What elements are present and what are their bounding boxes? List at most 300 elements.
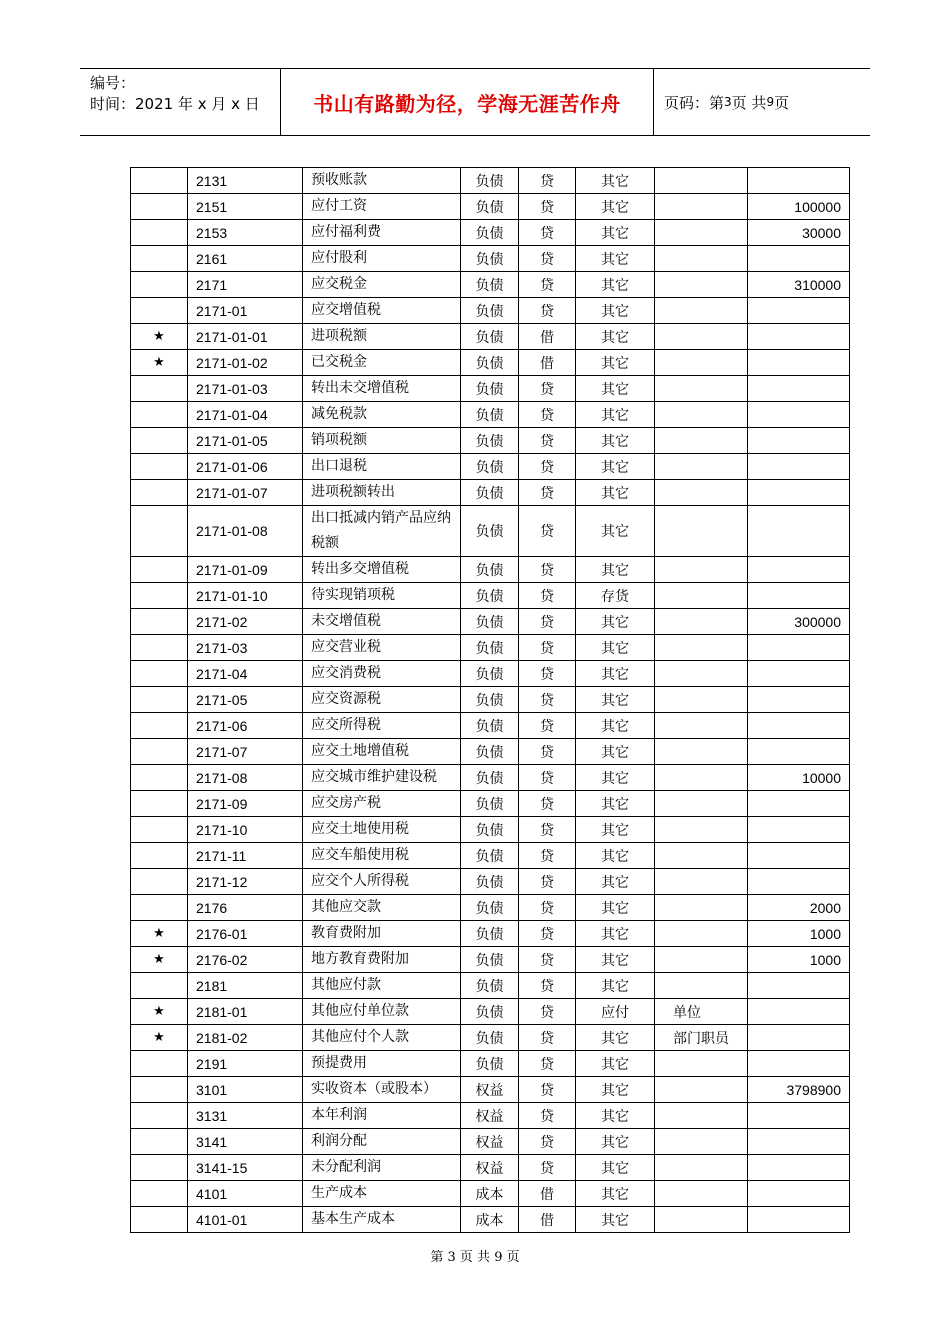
auxiliary-accounting: [655, 506, 748, 557]
balance-direction: 贷: [519, 791, 576, 817]
page-total: 9: [766, 95, 775, 109]
account-type: 其它: [576, 1207, 655, 1233]
account-name: 减免税款: [303, 402, 461, 428]
balance-direction: 贷: [519, 1103, 576, 1129]
star-mark: [131, 1181, 188, 1207]
balance-direction: 贷: [519, 609, 576, 635]
table-row: [131, 765, 850, 791]
account-name: 转出未交增值税: [303, 376, 461, 402]
table-row: [131, 869, 850, 895]
account-code: 2171-01-03: [188, 376, 303, 402]
opening-balance: 3798900: [748, 1077, 850, 1103]
account-category: 成本: [461, 1207, 519, 1233]
account-type: 其它: [576, 1077, 655, 1103]
account-name: 生产成本: [303, 1181, 461, 1207]
account-category: 负债: [461, 480, 519, 506]
account-type: 其它: [576, 1051, 655, 1077]
account-code: 3141: [188, 1129, 303, 1155]
table-row: [131, 350, 850, 376]
auxiliary-accounting: [655, 1051, 748, 1077]
balance-direction: 贷: [519, 687, 576, 713]
auxiliary-accounting: [655, 921, 748, 947]
account-code: 2171-01-09: [188, 557, 303, 583]
star-mark: [131, 506, 188, 557]
auxiliary-accounting: [655, 739, 748, 765]
table-row: [131, 272, 850, 298]
star-mark: [131, 480, 188, 506]
star-mark: [131, 1051, 188, 1077]
balance-direction: 借: [519, 324, 576, 350]
account-code: 3131: [188, 1103, 303, 1129]
account-category: 负债: [461, 350, 519, 376]
account-category: 负债: [461, 817, 519, 843]
star-mark: [131, 635, 188, 661]
account-type: 其它: [576, 609, 655, 635]
auxiliary-accounting: [655, 661, 748, 687]
account-code: 2181-01: [188, 999, 303, 1025]
auxiliary-accounting: 单位: [655, 999, 748, 1025]
balance-direction: 贷: [519, 454, 576, 480]
account-category: 负债: [461, 428, 519, 454]
account-name: 销项税额: [303, 428, 461, 454]
star-mark: ★: [131, 350, 188, 376]
account-name: 应交房产税: [303, 791, 461, 817]
star-mark: [131, 791, 188, 817]
account-code: 2171-10: [188, 817, 303, 843]
table-row: [131, 557, 850, 583]
star-mark: [131, 454, 188, 480]
balance-direction: 贷: [519, 713, 576, 739]
account-code: 2171-11: [188, 843, 303, 869]
account-type: 其它: [576, 428, 655, 454]
account-type: 其它: [576, 1129, 655, 1155]
account-name: 应付工资: [303, 194, 461, 220]
account-name: 其他应付个人款: [303, 1025, 461, 1051]
table-row: [131, 1103, 850, 1129]
account-name: 应交车船使用税: [303, 843, 461, 869]
auxiliary-accounting: [655, 246, 748, 272]
account-category: 权益: [461, 1155, 519, 1181]
table-row: [131, 687, 850, 713]
account-type: 其它: [576, 220, 655, 246]
opening-balance: [748, 869, 850, 895]
account-category: 负债: [461, 194, 519, 220]
account-category: 负债: [461, 557, 519, 583]
page-prefix: 页码：第: [664, 93, 725, 112]
star-mark: [131, 1155, 188, 1181]
balance-direction: 借: [519, 350, 576, 376]
account-type: 其它: [576, 1025, 655, 1051]
account-code: 2171-02: [188, 609, 303, 635]
balance-direction: 贷: [519, 557, 576, 583]
balance-direction: 贷: [519, 661, 576, 687]
star-mark: [131, 298, 188, 324]
account-type: 其它: [576, 1103, 655, 1129]
star-mark: ★: [131, 947, 188, 973]
account-category: 负债: [461, 220, 519, 246]
account-category: 负债: [461, 246, 519, 272]
table-row: [131, 1077, 850, 1103]
opening-balance: 2000: [748, 895, 850, 921]
account-code: 2151: [188, 194, 303, 220]
auxiliary-accounting: [655, 376, 748, 402]
account-category: 负债: [461, 921, 519, 947]
balance-direction: 贷: [519, 298, 576, 324]
star-mark: [131, 557, 188, 583]
account-code: 2171-03: [188, 635, 303, 661]
auxiliary-accounting: [655, 298, 748, 324]
account-category: 权益: [461, 1103, 519, 1129]
auxiliary-accounting: [655, 765, 748, 791]
account-code: 2171-01-06: [188, 454, 303, 480]
auxiliary-accounting: [655, 220, 748, 246]
account-category: 负债: [461, 947, 519, 973]
opening-balance: [748, 1181, 850, 1207]
star-mark: [131, 895, 188, 921]
balance-direction: 贷: [519, 194, 576, 220]
star-mark: [131, 817, 188, 843]
opening-balance: 30000: [748, 220, 850, 246]
balance-direction: 贷: [519, 999, 576, 1025]
table-row: [131, 454, 850, 480]
balance-direction: 贷: [519, 246, 576, 272]
balance-direction: 贷: [519, 765, 576, 791]
star-mark: [131, 194, 188, 220]
table-row: [131, 246, 850, 272]
auxiliary-accounting: [655, 194, 748, 220]
balance-direction: 贷: [519, 1025, 576, 1051]
account-table: [130, 167, 850, 1233]
account-category: 负债: [461, 869, 519, 895]
table-row: [131, 324, 850, 350]
table-row: [131, 713, 850, 739]
table-row: [131, 739, 850, 765]
balance-direction: 贷: [519, 1129, 576, 1155]
account-type: 其它: [576, 973, 655, 999]
star-mark: [131, 687, 188, 713]
footer-suffix: 页: [506, 1250, 520, 1265]
table-row: [131, 921, 850, 947]
opening-balance: 10000: [748, 765, 850, 791]
auxiliary-accounting: [655, 1181, 748, 1207]
table-row: [131, 480, 850, 506]
opening-balance: [748, 739, 850, 765]
header-motto: 书山有路勤为径，学海无涯苦作舟: [281, 69, 654, 135]
account-name: 利润分配: [303, 1129, 461, 1155]
balance-direction: 贷: [519, 428, 576, 454]
account-name: 应交消费税: [303, 661, 461, 687]
balance-direction: 借: [519, 1181, 576, 1207]
auxiliary-accounting: [655, 168, 748, 194]
account-name: 应交土地使用税: [303, 817, 461, 843]
auxiliary-accounting: [655, 1207, 748, 1233]
account-name: 其他应交款: [303, 895, 461, 921]
opening-balance: [748, 350, 850, 376]
account-type: 其它: [576, 402, 655, 428]
account-name: 转出多交增值税: [303, 557, 461, 583]
account-type: 存货: [576, 583, 655, 609]
star-mark: [131, 1129, 188, 1155]
account-type: 其它: [576, 869, 655, 895]
opening-balance: [748, 480, 850, 506]
table-row: [131, 1051, 850, 1077]
star-mark: [131, 713, 188, 739]
account-type: 其它: [576, 506, 655, 557]
star-mark: [131, 609, 188, 635]
page-current: 3: [724, 95, 732, 109]
account-name: 其他应付款: [303, 973, 461, 999]
account-category: 权益: [461, 1077, 519, 1103]
account-code: 2171-01-10: [188, 583, 303, 609]
account-code: 2176-01: [188, 921, 303, 947]
opening-balance: [748, 999, 850, 1025]
auxiliary-accounting: [655, 480, 748, 506]
balance-direction: 贷: [519, 402, 576, 428]
opening-balance: [748, 454, 850, 480]
account-table-body: [131, 168, 850, 1233]
account-category: 负债: [461, 843, 519, 869]
footer-total: 9: [494, 1250, 503, 1265]
table-row: [131, 1025, 850, 1051]
account-type: 其它: [576, 376, 655, 402]
account-category: 负债: [461, 739, 519, 765]
account-name: 预提费用: [303, 1051, 461, 1077]
star-mark: [131, 168, 188, 194]
account-name: 本年利润: [303, 1103, 461, 1129]
auxiliary-accounting: [655, 609, 748, 635]
star-mark: [131, 1077, 188, 1103]
opening-balance: [748, 402, 850, 428]
auxiliary-accounting: [655, 1103, 748, 1129]
star-mark: [131, 402, 188, 428]
account-category: 负债: [461, 506, 519, 557]
balance-direction: 贷: [519, 843, 576, 869]
balance-direction: 贷: [519, 921, 576, 947]
account-code: 2191: [188, 1051, 303, 1077]
table-row: [131, 168, 850, 194]
opening-balance: [748, 973, 850, 999]
table-row: [131, 583, 850, 609]
opening-balance: 310000: [748, 272, 850, 298]
star-mark: ★: [131, 999, 188, 1025]
balance-direction: 贷: [519, 869, 576, 895]
balance-direction: 贷: [519, 272, 576, 298]
star-mark: [131, 869, 188, 895]
account-category: 负债: [461, 713, 519, 739]
account-category: 负债: [461, 635, 519, 661]
account-code: 2171-04: [188, 661, 303, 687]
account-code: 3141-15: [188, 1155, 303, 1181]
table-row: [131, 791, 850, 817]
account-code: 2171-01-05: [188, 428, 303, 454]
table-row: [131, 428, 850, 454]
account-category: 负债: [461, 298, 519, 324]
table-row: [131, 194, 850, 220]
star-mark: [131, 739, 188, 765]
account-category: 负债: [461, 791, 519, 817]
opening-balance: [748, 324, 850, 350]
balance-direction: 贷: [519, 376, 576, 402]
account-code: 2176: [188, 895, 303, 921]
account-code: 2171-12: [188, 869, 303, 895]
star-mark: [131, 973, 188, 999]
table-row: [131, 609, 850, 635]
opening-balance: [748, 817, 850, 843]
auxiliary-accounting: [655, 324, 748, 350]
balance-direction: 贷: [519, 1077, 576, 1103]
star-mark: [131, 843, 188, 869]
account-name: 预收账款: [303, 168, 461, 194]
account-name: 未分配利润: [303, 1155, 461, 1181]
star-mark: [131, 765, 188, 791]
auxiliary-accounting: [655, 557, 748, 583]
star-mark: [131, 246, 188, 272]
account-name: 实收资本（或股本）: [303, 1077, 461, 1103]
table-row: [131, 635, 850, 661]
account-type: 其它: [576, 557, 655, 583]
opening-balance: [748, 1051, 850, 1077]
account-type: 其它: [576, 791, 655, 817]
account-code: 4101: [188, 1181, 303, 1207]
account-name: 未交增值税: [303, 609, 461, 635]
auxiliary-accounting: [655, 272, 748, 298]
table-row: [131, 220, 850, 246]
account-type: 其它: [576, 1155, 655, 1181]
account-category: 负债: [461, 454, 519, 480]
account-name: 出口抵减内销产品应纳税额: [303, 506, 461, 557]
star-mark: [131, 583, 188, 609]
opening-balance: [748, 1155, 850, 1181]
account-category: 负债: [461, 999, 519, 1025]
account-name: 应交土地增值税: [303, 739, 461, 765]
table-row: [131, 1129, 850, 1155]
balance-direction: 贷: [519, 1051, 576, 1077]
account-category: 成本: [461, 1181, 519, 1207]
opening-balance: [748, 1129, 850, 1155]
balance-direction: 贷: [519, 480, 576, 506]
account-name: 应交个人所得税: [303, 869, 461, 895]
auxiliary-accounting: [655, 687, 748, 713]
account-type: 其它: [576, 739, 655, 765]
footer-mid: 页 共: [459, 1250, 491, 1265]
star-mark: [131, 661, 188, 687]
balance-direction: 贷: [519, 973, 576, 999]
account-category: 负债: [461, 1025, 519, 1051]
account-code: 2171-05: [188, 687, 303, 713]
opening-balance: [748, 168, 850, 194]
balance-direction: 贷: [519, 895, 576, 921]
account-type: 其它: [576, 713, 655, 739]
account-name: 应交所得税: [303, 713, 461, 739]
table-row: [131, 376, 850, 402]
balance-direction: 贷: [519, 1155, 576, 1181]
table-row: [131, 402, 850, 428]
account-name: 出口退税: [303, 454, 461, 480]
star-mark: [131, 272, 188, 298]
document-time-label: 时间：2021 年 x 月 x 日: [90, 95, 260, 113]
account-code: 2171-09: [188, 791, 303, 817]
auxiliary-accounting: [655, 817, 748, 843]
auxiliary-accounting: [655, 973, 748, 999]
account-type: 其它: [576, 480, 655, 506]
account-name: 应付股利: [303, 246, 461, 272]
auxiliary-accounting: [655, 791, 748, 817]
account-type: 其它: [576, 661, 655, 687]
table-row: [131, 506, 850, 557]
account-category: 负债: [461, 583, 519, 609]
table-row: [131, 1155, 850, 1181]
account-code: 2176-02: [188, 947, 303, 973]
opening-balance: 300000: [748, 609, 850, 635]
star-mark: ★: [131, 324, 188, 350]
auxiliary-accounting: 部门职员: [655, 1025, 748, 1051]
account-code: 4101-01: [188, 1207, 303, 1233]
account-code: 3101: [188, 1077, 303, 1103]
page-footer: [0, 1246, 950, 1265]
account-type: 其它: [576, 1181, 655, 1207]
balance-direction: 贷: [519, 739, 576, 765]
account-name: 应交城市维护建设税: [303, 765, 461, 791]
account-type: 其它: [576, 324, 655, 350]
balance-direction: 贷: [519, 947, 576, 973]
opening-balance: [748, 298, 850, 324]
opening-balance: [748, 687, 850, 713]
opening-balance: [748, 1025, 850, 1051]
account-name: 进项税额转出: [303, 480, 461, 506]
account-code: 2181-02: [188, 1025, 303, 1051]
auxiliary-accounting: [655, 635, 748, 661]
auxiliary-accounting: [655, 843, 748, 869]
account-code: 2171-01-04: [188, 402, 303, 428]
opening-balance: [748, 506, 850, 557]
opening-balance: [748, 843, 850, 869]
page-mid: 页 共: [731, 93, 767, 112]
account-name: 待实现销项税: [303, 583, 461, 609]
table-row: [131, 895, 850, 921]
table-row: [131, 973, 850, 999]
account-category: 负债: [461, 895, 519, 921]
star-mark: ★: [131, 1025, 188, 1051]
account-code: 2171-01-02: [188, 350, 303, 376]
opening-balance: [748, 713, 850, 739]
balance-direction: 借: [519, 1207, 576, 1233]
account-category: 负债: [461, 1051, 519, 1077]
account-category: 负债: [461, 661, 519, 687]
account-name: 应交增值税: [303, 298, 461, 324]
auxiliary-accounting: [655, 350, 748, 376]
account-type: 其它: [576, 246, 655, 272]
account-category: 负债: [461, 402, 519, 428]
document-number-label: 编号：: [90, 74, 136, 92]
account-type: 应付: [576, 999, 655, 1025]
account-code: 2171-08: [188, 765, 303, 791]
table-row: [131, 947, 850, 973]
account-type: 其它: [576, 817, 655, 843]
account-code: 2171-01: [188, 298, 303, 324]
opening-balance: 1000: [748, 947, 850, 973]
auxiliary-accounting: [655, 1129, 748, 1155]
account-code: 2171-01-07: [188, 480, 303, 506]
opening-balance: [748, 583, 850, 609]
table-row: [131, 298, 850, 324]
account-type: 其它: [576, 895, 655, 921]
account-category: 负债: [461, 973, 519, 999]
star-mark: [131, 1207, 188, 1233]
account-code: 2171-01-08: [188, 506, 303, 557]
balance-direction: 贷: [519, 635, 576, 661]
table-row: [131, 1207, 850, 1233]
opening-balance: 1000: [748, 921, 850, 947]
